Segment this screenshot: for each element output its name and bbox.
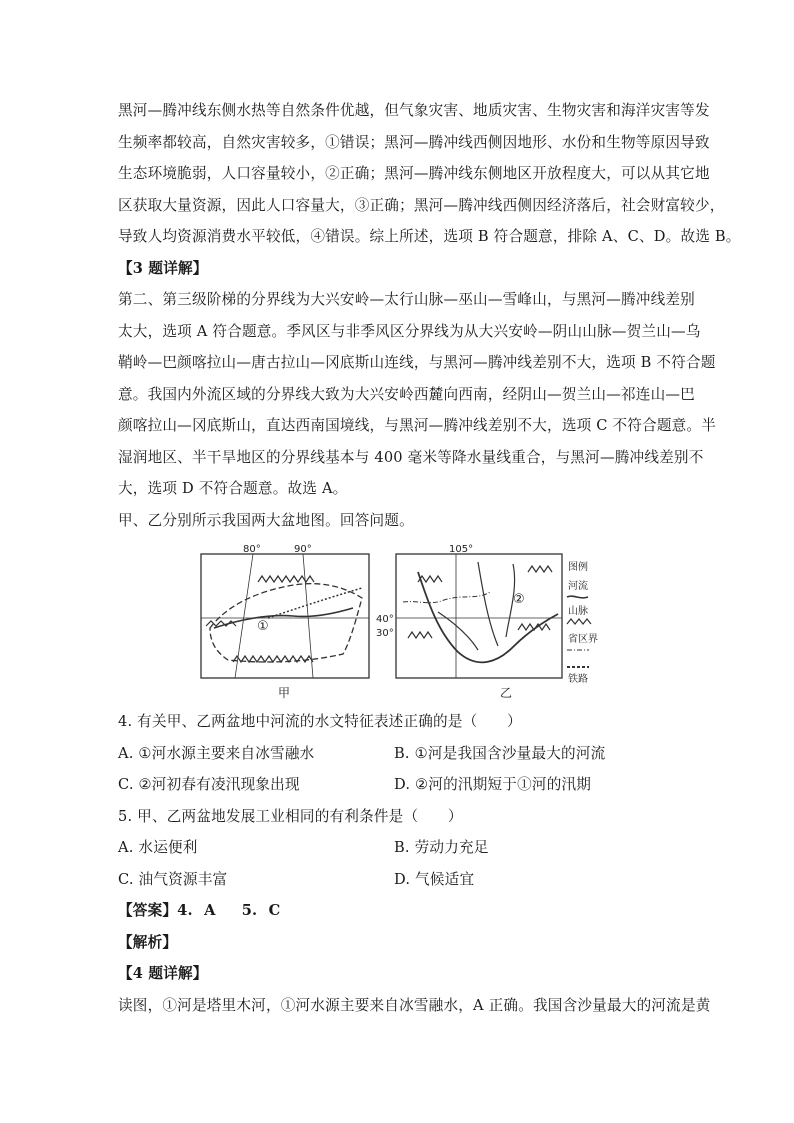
marker-2: ② <box>513 592 525 607</box>
text-line: 太大，选项 A 符合题意。季风区与非季风区分界线为从大兴安岭—阴山山脉—贺兰山—乌 <box>118 322 701 340</box>
question-4-options-row-2 <box>118 769 688 801</box>
text-line: 湿润地区、半干旱地区的分界线基本与 400 毫米等降水量线重合，与黑河—腾冲线差别不 <box>118 448 704 466</box>
q5-option-b: B. 劳动力充足 <box>394 839 489 856</box>
text-line: 生频率都较高，自然灾害较多，①错误；黑河—腾冲线西侧因地形、水份和生物等原因导致 <box>118 133 710 151</box>
lon-90-label: 90° <box>294 544 312 555</box>
text-line: 大，选项 D 不符合题意。故选 A。 <box>118 480 348 497</box>
question-5-stem: 5. 甲、乙两盆地发展工业相同的有利条件是（ ） <box>118 807 463 825</box>
analysis-heading: 【解析】 <box>118 933 178 951</box>
map-left <box>201 554 369 678</box>
q4-option-c: C. ②河初春有凌汛现象出现 <box>118 776 300 793</box>
basin-maps-figure <box>118 542 688 702</box>
lon-105-label: 105° <box>449 544 474 555</box>
paragraph-q2-analysis <box>118 95 741 253</box>
lon-80-label: 80° <box>243 544 261 555</box>
map-right <box>396 554 562 678</box>
legend-mountain: 山脉 <box>568 606 588 617</box>
text-line: 颜喀拉山—冈底斯山，直达西南国境线，与黑河—腾冲线差别不大，选项 C 不符合题意。半 <box>118 417 717 434</box>
q5-option-c: C. 油气资源丰富 <box>118 870 228 888</box>
question-4-stem: 4. 有关甲、乙两盆地中河流的水文特征表述正确的是（ ） <box>118 713 522 730</box>
answer-line: 【答案】4. A 5. C <box>118 902 281 919</box>
document-page <box>118 95 741 1021</box>
question-intro: 甲、乙分别所示我国两大盆地图。回答问题。 <box>118 511 414 529</box>
heading-q3-detail: 【3 题详解】 <box>118 259 208 277</box>
q4-option-a: A. ①河水源主要来自冰雪融水 <box>118 744 315 762</box>
text-line: 鞘岭—巴颜喀拉山—唐古拉山—冈底斯山连线，与黑河—腾冲线差别不大，选项 B 不符合题 <box>118 354 716 371</box>
text-line: 第二、第三级阶梯的分界线为大兴安岭—太行山脉—巫山—雪峰山，与黑河—腾冲线差别 <box>118 291 695 308</box>
legend-boundary: 省区界 <box>568 634 598 645</box>
question-5-options-row-1 <box>118 832 688 864</box>
text-line: 区获取大量资源，因此人口容量大，③正确；黑河—腾冲线西侧因经济落后，社会财富较少， <box>118 196 725 214</box>
text-line: 黑河—腾冲线东侧水热等自然条件优越，但气象灾害、地质灾害、生物灾害和海洋灾害等发 <box>118 102 710 119</box>
question-4-options-row-1 <box>118 738 688 770</box>
q4-option-b: B. ①河是我国含沙量最大的河流 <box>394 744 606 762</box>
text-line: 意。我国内外流区域的分界线大致为大兴安岭西麓向西南，经阴山—贺兰山—祁连山—巴 <box>118 385 695 403</box>
legend-railway: 铁路 <box>568 674 588 685</box>
question-5-options-row-2 <box>118 864 688 896</box>
text-line: 生态环境脆弱，人口容量较小，②正确；黑河—腾冲线东侧地区开放程度大，可以从其它地 <box>118 165 710 182</box>
map-right-caption: 乙 <box>500 686 513 700</box>
legend-river: 河流 <box>568 581 588 592</box>
legend-title: 图例 <box>568 562 588 573</box>
lat-40-label: 40° <box>376 614 394 625</box>
heading-q4-detail: 【4 题详解】 <box>118 965 208 982</box>
q4-option-d: D. ②河的汛期短于①河的汛期 <box>394 776 592 793</box>
q5-option-d: D. 气候适宜 <box>394 870 475 888</box>
marker-1: ① <box>257 619 269 634</box>
basin-maps-svg <box>118 542 688 702</box>
text-line: 读图，①河是塔里木河，①河水源主要来自冰雪融水，A 正确。我国含沙量最大的河流是黄 <box>118 996 711 1014</box>
lat-30-label: 30° <box>376 628 394 639</box>
q5-option-a: A. 水运便利 <box>118 839 198 856</box>
paragraph-q3-analysis <box>118 284 717 505</box>
text-line: 导致人均资源消费水平较低，④错误。综上所述，选项 B 符合题意，排除 A、C、D。故选 B。 <box>118 228 741 245</box>
map-left-caption: 甲 <box>278 686 291 700</box>
